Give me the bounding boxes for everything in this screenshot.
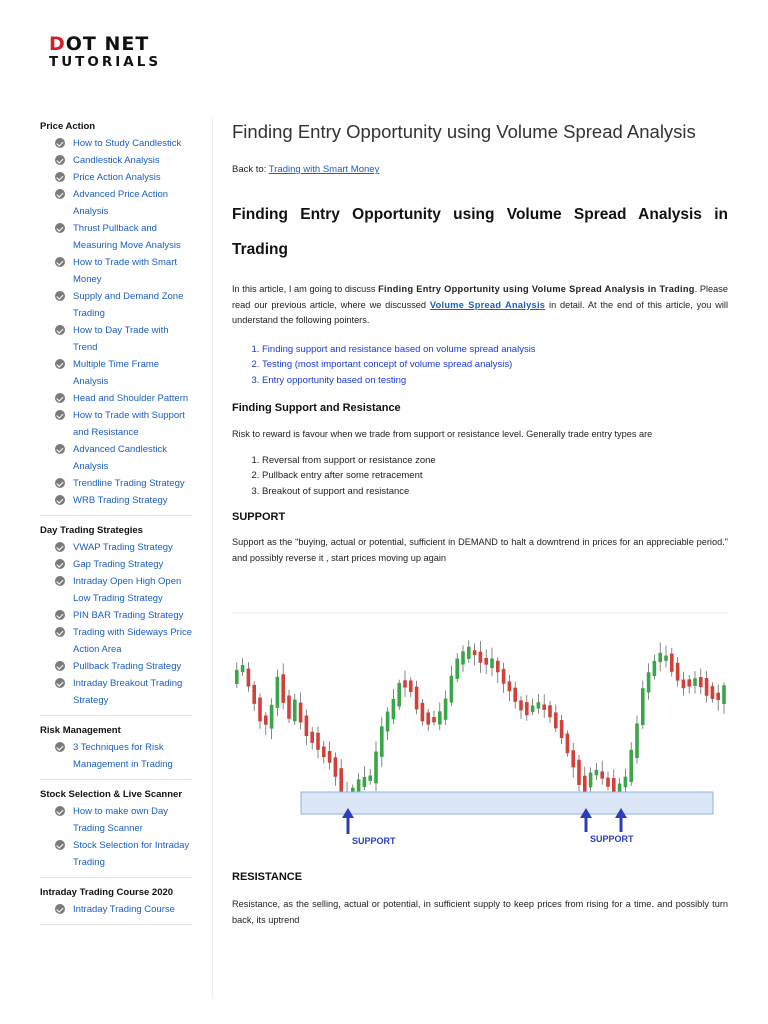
entry-types-list	[232, 453, 728, 500]
check-circle-icon	[55, 559, 65, 569]
logo-d-icon: D	[49, 33, 66, 55]
candle-body	[328, 751, 332, 763]
subtitle-line-2: Trading	[232, 241, 288, 258]
candle-body	[363, 777, 367, 787]
pointer-link[interactable]: 3. Entry opportunity based on testing	[262, 373, 728, 389]
sidebar-item-label: Intraday Breakout Trading Strategy	[73, 678, 183, 706]
candle-body	[502, 669, 506, 684]
candle-body	[577, 760, 581, 785]
sidebar-item-label: Advanced Candlestick Analysis	[73, 444, 167, 472]
resistance-section	[232, 871, 728, 928]
sidebar-item[interactable]	[40, 573, 192, 607]
sidebar-item[interactable]	[40, 390, 192, 407]
candle-body	[711, 686, 715, 699]
candle-body	[461, 651, 465, 664]
sidebar-item[interactable]	[40, 624, 192, 658]
candle-body	[716, 693, 720, 700]
sidebar-section-title: Intraday Trading Course 2020	[40, 887, 174, 898]
candle-body	[426, 712, 430, 724]
support-zone	[301, 792, 713, 814]
candle-body	[258, 698, 262, 722]
intro-paragraph: In this article, I am going to discuss Finding Entry Opportunity using Volume Spread Analysis in Trading. Please read our previous article, where we discussed Volume Spread Analysis in detail. At the end of this article, you will understand the following pointers.	[232, 284, 728, 325]
check-circle-icon	[55, 495, 65, 505]
candle-body	[647, 672, 651, 692]
sidebar-item-label: How to make own Day Trading Scanner	[73, 806, 169, 834]
sidebar-item[interactable]	[40, 288, 192, 322]
candle-body	[310, 732, 314, 743]
sidebar-item[interactable]	[40, 837, 192, 871]
check-circle-icon	[55, 904, 65, 914]
sidebar-item[interactable]	[40, 441, 192, 475]
candle-body	[664, 656, 668, 661]
list-item: 2. Pullback entry after some retracement	[262, 468, 728, 484]
sidebar-item-label: WRB Trading Strategy	[73, 495, 168, 506]
check-circle-icon	[55, 359, 65, 369]
sidebar-item[interactable]	[40, 186, 192, 220]
candle-body	[537, 702, 541, 708]
article	[232, 120, 728, 566]
sidebar-item-label: PIN BAR Trading Strategy	[73, 610, 184, 621]
candle-body	[432, 717, 436, 722]
candles-group	[235, 640, 726, 808]
sidebar-item[interactable]	[40, 739, 192, 773]
check-circle-icon	[55, 155, 65, 165]
check-circle-icon	[55, 627, 65, 637]
candle-body	[281, 674, 285, 703]
candle-body	[571, 750, 575, 767]
sidebar-item[interactable]	[40, 475, 192, 492]
check-circle-icon	[55, 189, 65, 199]
check-circle-icon	[55, 325, 65, 335]
sidebar-item-label: Gap Trading Strategy	[73, 559, 164, 570]
candle-body	[687, 679, 691, 686]
resistance-heading: RESISTANCE	[232, 871, 303, 883]
candle-body	[508, 681, 512, 691]
candle-body	[525, 702, 529, 715]
candle-body	[624, 777, 628, 788]
sidebar-section-title: Stock Selection & Live Scanner	[40, 789, 183, 800]
sidebar-item[interactable]	[40, 169, 192, 186]
candle-body	[397, 683, 401, 706]
candle-body	[386, 712, 390, 732]
sidebar-item[interactable]	[40, 675, 192, 709]
candle-body	[287, 696, 291, 719]
candle-body	[339, 768, 343, 791]
candle-body	[722, 685, 726, 704]
sidebar-item-label: Stock Selection for Intraday Trading	[73, 840, 190, 868]
sidebar-nav	[40, 118, 192, 925]
check-circle-icon	[55, 393, 65, 403]
candle-body	[241, 665, 245, 672]
chart-label-support-2: SUPPORT	[590, 834, 634, 844]
sidebar-section-title: Day Trading Strategies	[40, 525, 143, 536]
candle-body	[583, 776, 587, 793]
candle-body	[357, 779, 361, 791]
candle-body	[444, 699, 448, 720]
site-logo[interactable]	[49, 34, 169, 74]
vsa-link[interactable]: Volume Spread Analysis	[429, 299, 546, 310]
candle-body	[334, 757, 338, 776]
sidebar-item-label: Supply and Demand Zone Trading	[73, 291, 184, 319]
article-subtitle	[232, 197, 728, 267]
candle-body	[589, 773, 593, 788]
subtitle-line-1: Finding Entry Opportunity using Volume Spread Analysis in	[232, 206, 728, 223]
resistance-paragraph: Resistance, as the selling, actual or potential, in sufficient supply to keep prices from rising for a time. and possibly turn back, its uptrend	[232, 899, 728, 925]
sidebar-item-label: Advanced Price Action Analysis	[73, 189, 169, 217]
sidebar-item-label: How to Study Candlestick	[73, 138, 182, 149]
candle-body	[676, 663, 680, 681]
breadcrumb	[232, 164, 728, 175]
candle-body	[490, 658, 494, 668]
candle-body	[542, 705, 546, 710]
check-circle-icon	[55, 257, 65, 267]
check-circle-icon	[55, 291, 65, 301]
back-label: Back to:	[232, 164, 267, 175]
candle-body	[653, 661, 657, 676]
sidebar-item[interactable]	[40, 254, 192, 288]
sr-heading: Finding Support and Resistance	[232, 402, 401, 414]
sidebar-divider	[212, 118, 213, 998]
candle-body	[270, 705, 274, 729]
candle-body	[467, 647, 471, 659]
candle-body	[635, 723, 639, 758]
sidebar-item-label: Thrust Pullback and Measuring Move Analysis	[73, 223, 181, 251]
candle-body	[699, 677, 703, 687]
support-candlestick-chart	[232, 612, 728, 852]
sidebar-item-label: VWAP Trading Strategy	[73, 542, 173, 553]
check-circle-icon	[55, 223, 65, 233]
candle-body	[380, 726, 384, 756]
sidebar-section-list	[40, 739, 192, 780]
pointer-link[interactable]: 1. Finding support and resistance based on volume spread analysis	[262, 342, 728, 358]
back-link[interactable]: Trading with Smart Money	[268, 164, 380, 175]
candle-body	[392, 699, 396, 719]
candle-body	[705, 678, 709, 696]
candle-body	[658, 653, 662, 662]
list-item: 3. Breakout of support and resistance	[262, 484, 728, 500]
candle-body	[455, 659, 459, 679]
candle-body	[513, 688, 517, 702]
check-circle-icon	[55, 478, 65, 488]
sidebar-item-label: How to Trade with Support and Resistance	[73, 410, 185, 438]
candle-body	[629, 750, 633, 782]
pointer-link[interactable]: 2. Testing (most important concept of volume spread analysis)	[262, 357, 728, 373]
candle-body	[264, 716, 268, 725]
check-circle-icon	[55, 172, 65, 182]
sidebar-section-list	[40, 539, 192, 716]
candle-body	[409, 681, 413, 693]
sidebar-item-label: Candlestick Analysis	[73, 155, 160, 166]
sidebar-item-label: Head and Shoulder Pattern	[73, 393, 189, 404]
sidebar-item[interactable]	[40, 492, 192, 509]
check-circle-icon	[55, 542, 65, 552]
candle-body	[548, 705, 552, 717]
candle-body	[693, 678, 697, 686]
candle-body	[560, 720, 564, 738]
sidebar-item[interactable]	[40, 220, 192, 254]
candle-body	[484, 658, 488, 665]
candle-body	[682, 680, 686, 689]
sidebar-item-label: Intraday Open High Open Low Trading Strategy	[73, 576, 182, 604]
candle-body	[450, 676, 454, 703]
candle-body	[235, 670, 239, 684]
sidebar-item[interactable]	[40, 135, 192, 152]
check-circle-icon	[55, 806, 65, 816]
support-heading: SUPPORT	[232, 511, 286, 523]
article-title: Finding Entry Opportunity using Volume Spread Analysis	[232, 121, 696, 142]
check-circle-icon	[55, 661, 65, 671]
candle-body	[473, 650, 477, 655]
candle-body	[479, 652, 483, 663]
check-circle-icon	[55, 444, 65, 454]
candle-body	[670, 654, 674, 672]
sidebar-item[interactable]	[40, 901, 192, 918]
logo-text-line1: OT NET	[65, 33, 150, 55]
candle-body	[531, 706, 535, 712]
sidebar-item-label: Intraday Trading Course	[73, 904, 175, 915]
list-item: 1. Reversal from support or resistance zone	[262, 453, 728, 469]
sidebar-section-title: Risk Management	[40, 725, 121, 736]
check-circle-icon	[55, 678, 65, 688]
candle-body	[421, 703, 425, 721]
sidebar-item-label: Trading with Sideways Price Action Area	[73, 627, 192, 655]
sidebar-section-list	[40, 901, 192, 925]
sidebar-item[interactable]	[40, 356, 192, 390]
candle-body	[595, 770, 599, 775]
candle-body	[606, 778, 610, 787]
sidebar-section-list	[40, 803, 192, 878]
candle-body	[368, 776, 372, 781]
sidebar-item-label: Price Action Analysis	[73, 172, 161, 183]
candle-body	[293, 700, 297, 722]
candle-body	[374, 751, 378, 783]
sidebar-item[interactable]	[40, 152, 192, 169]
sidebar-item-label: Pullback Trading Strategy	[73, 661, 182, 672]
check-circle-icon	[55, 410, 65, 420]
sidebar-item-label: 3 Techniques for Risk Management in Trading	[73, 742, 173, 770]
pointers-list	[232, 342, 728, 389]
candle-body	[600, 771, 604, 778]
sidebar-section-title: Price Action	[40, 121, 96, 132]
sidebar-item[interactable]	[40, 658, 192, 675]
candle-body	[305, 716, 309, 736]
sidebar-item[interactable]	[40, 803, 192, 837]
intro-bold: Finding Entry Opportunity using Volume Spread Analysis in Trading	[378, 284, 695, 294]
candle-body	[496, 661, 500, 672]
chart-label-support-1: SUPPORT	[352, 836, 396, 846]
sidebar-item-label: How to Day Trade with Trend	[73, 325, 169, 353]
candle-body	[276, 677, 280, 708]
support-paragraph: Support as the "buying, actual or potential, sufficient in DEMAND to halt a downtrend in prices for an appreciable period." and possibly reverse it , start prices moving up again	[232, 537, 728, 563]
check-circle-icon	[55, 840, 65, 850]
candle-body	[438, 711, 442, 724]
sidebar-item[interactable]	[40, 322, 192, 356]
sidebar-item[interactable]	[40, 407, 192, 441]
candle-body	[519, 700, 523, 710]
sidebar-item[interactable]	[40, 607, 192, 624]
candle-body	[299, 703, 303, 723]
sidebar-item[interactable]	[40, 556, 192, 573]
candle-body	[554, 712, 558, 728]
check-circle-icon	[55, 742, 65, 752]
sidebar-item[interactable]	[40, 539, 192, 556]
candle-body	[403, 680, 407, 687]
sidebar-section-list	[40, 135, 192, 516]
candle-body	[247, 669, 251, 687]
candle-body	[322, 747, 326, 758]
candle-body	[641, 688, 645, 725]
sidebar-item-label: Trendline Trading Strategy	[73, 478, 185, 489]
candle-body	[252, 685, 256, 704]
logo-text-line2: TUTORIALS	[49, 54, 162, 70]
sidebar-item-label: Multiple Time Frame Analysis	[73, 359, 160, 387]
candle-body	[566, 734, 570, 754]
candle-body	[415, 687, 419, 710]
sr-paragraph: Risk to reward is favour when we trade from support or resistance level. Generally trade entry types are	[232, 429, 653, 439]
check-circle-icon	[55, 138, 65, 148]
check-circle-icon	[55, 576, 65, 586]
candle-body	[316, 733, 320, 750]
check-circle-icon	[55, 610, 65, 620]
sidebar-item-label: How to Trade with Smart Money	[73, 257, 178, 285]
